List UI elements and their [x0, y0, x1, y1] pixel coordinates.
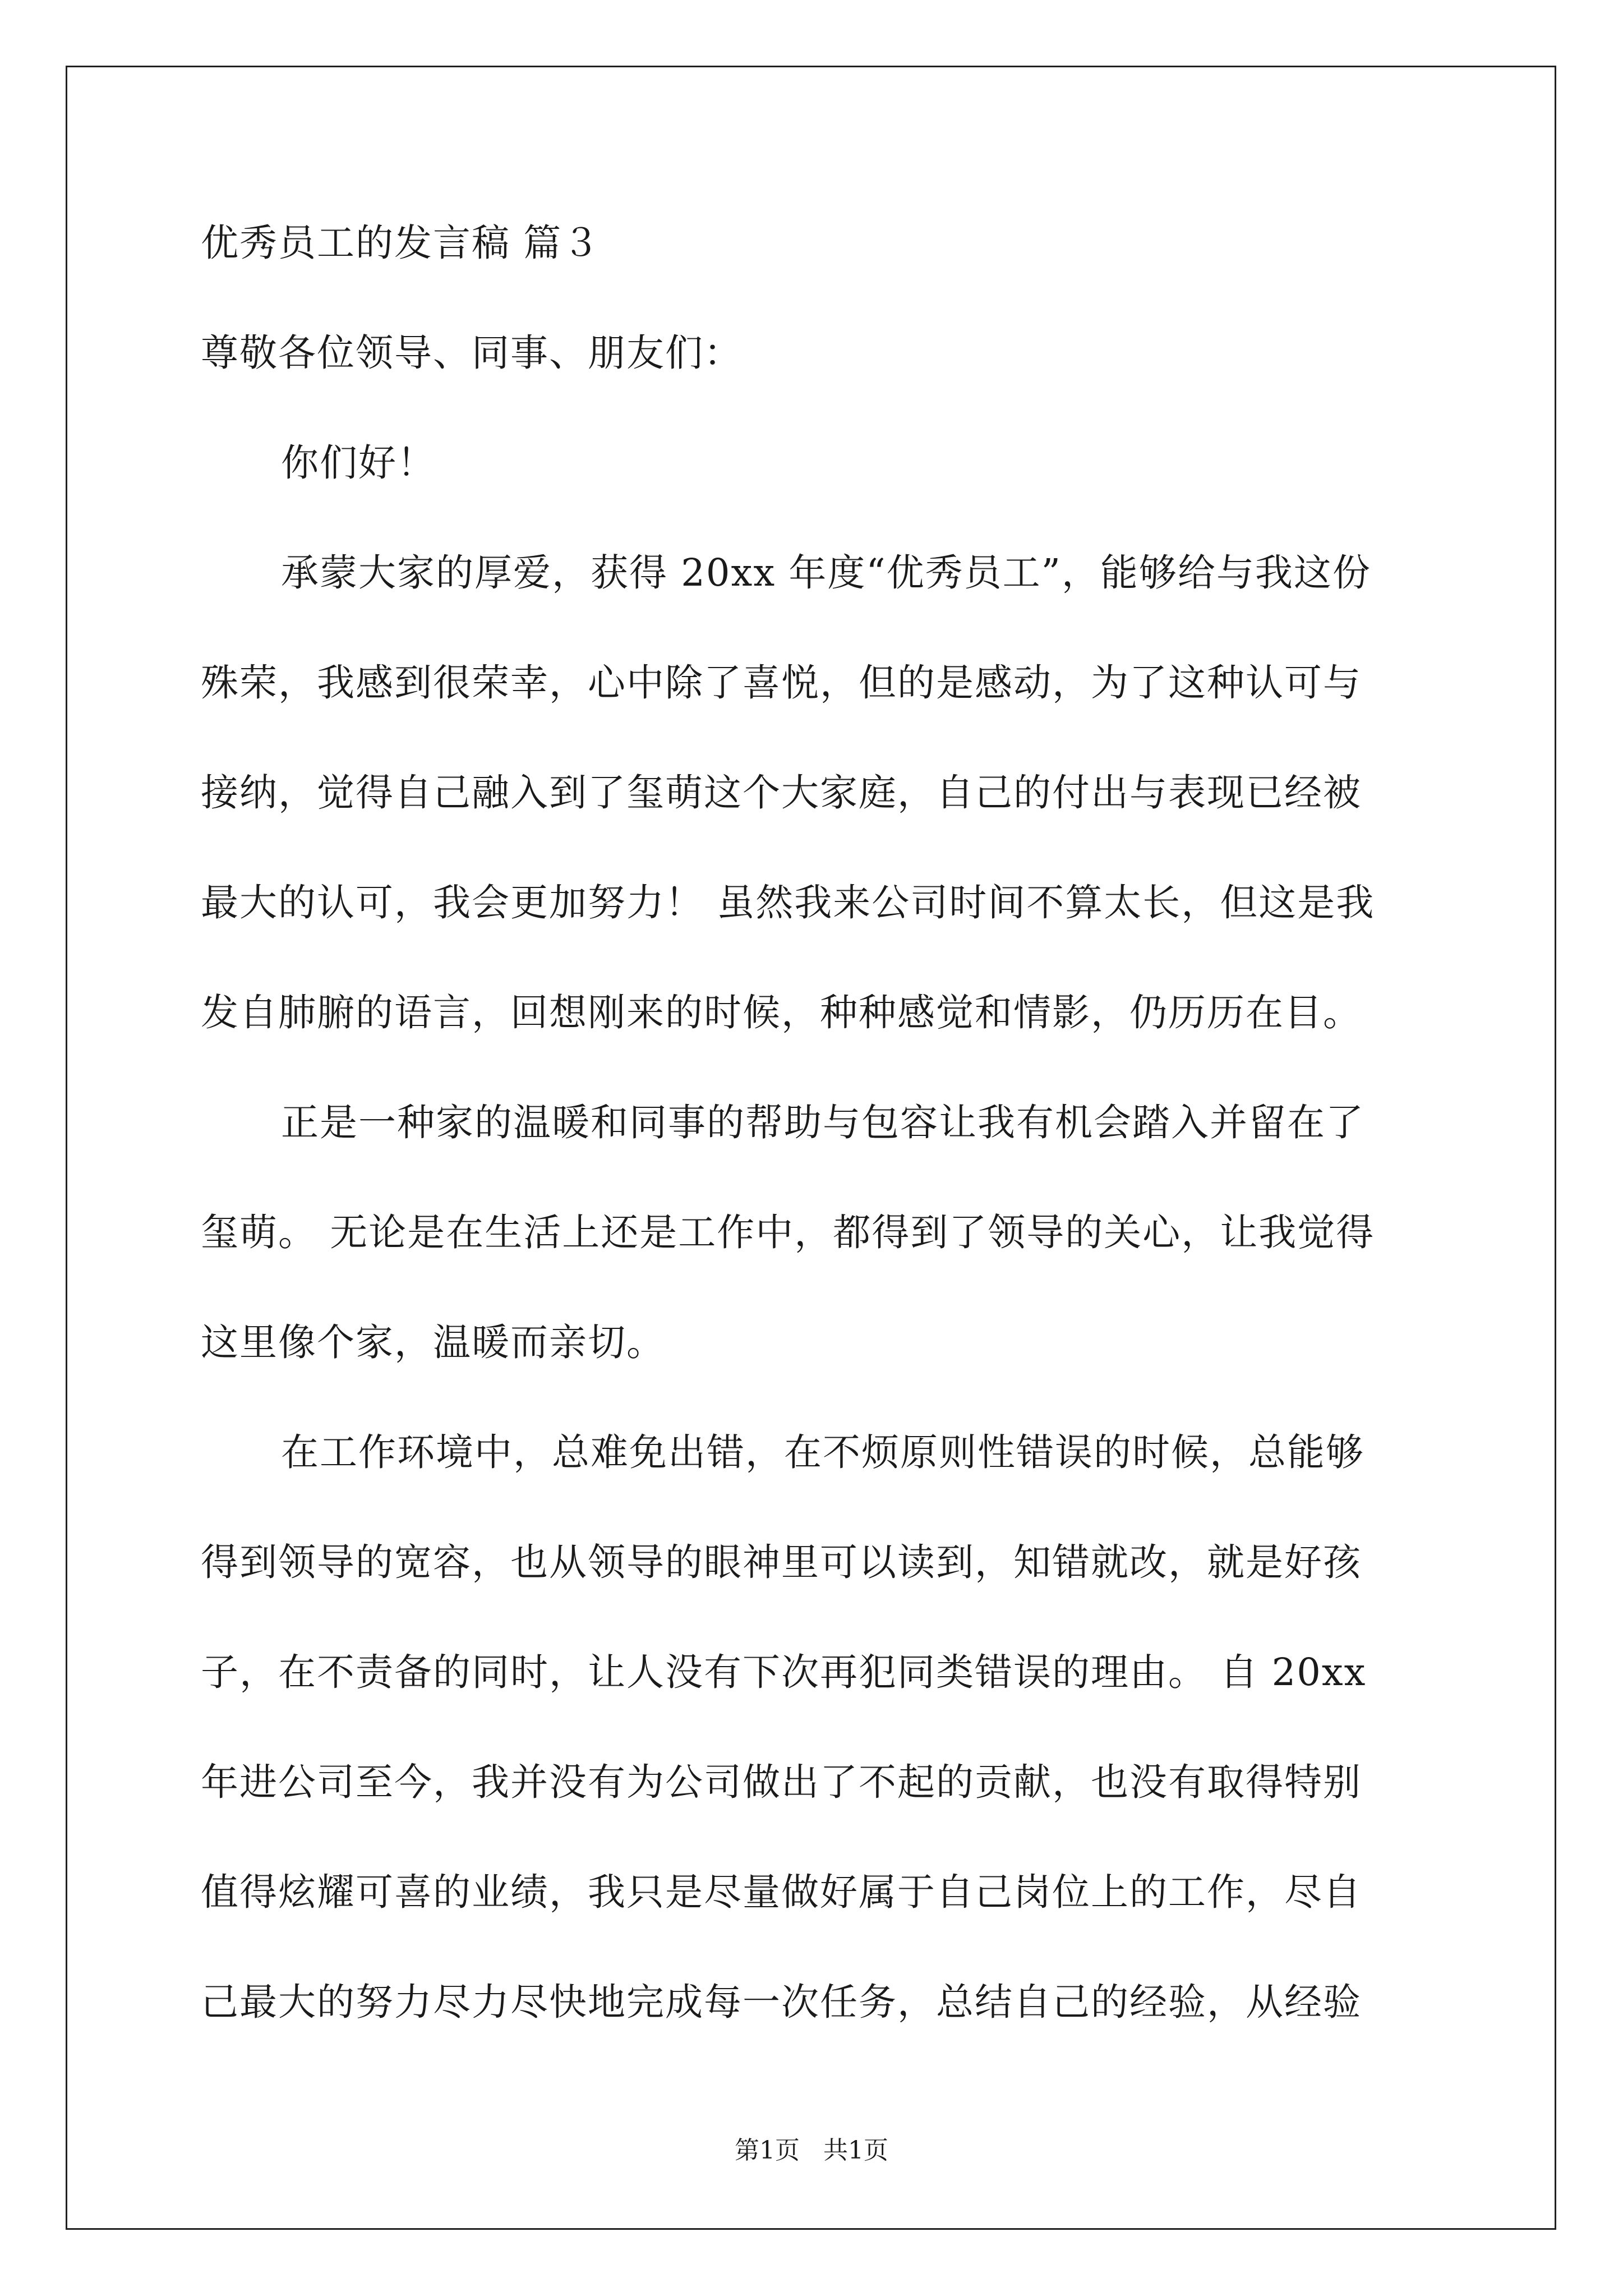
salutation: 尊敬各位领导、同事、朋友们：	[201, 331, 743, 375]
paragraph-3-line-2: 得到领导的宽容，也从领导的眼神里可以读到，知错就改，就是好孩	[201, 1540, 1362, 1584]
paragraph-1-line-1: 承蒙大家的厚爱，获得 20xx 年度“优秀员工”，能够给与我这份	[281, 551, 1371, 595]
page-footer: 第1页 共1页	[735, 2136, 888, 2165]
greeting: 你们好！	[281, 441, 436, 485]
paragraph-1-line-5: 发自肺腑的语言，回想刚来的时候，种种感觉和情影，仍历历在目。	[201, 991, 1362, 1034]
paragraph-3-line-4: 年进公司至今，我并没有为公司做出了不起的贡献，也没有取得特别	[201, 1760, 1362, 1804]
paragraph-1-line-3: 接纳，觉得自己融入到了玺萌这个大家庭，自己的付出与表现已经被	[201, 771, 1362, 815]
paragraph-3-line-3: 子，在不责备的同时，让人没有下次再犯同类错误的理由。 自 20xx	[201, 1650, 1367, 1694]
paragraph-2-line-3: 这里像个家，温暖而亲切。	[201, 1320, 665, 1364]
paragraph-3-line-1: 在工作环境中，总难免出错，在不烦原则性错误的时候，总能够	[281, 1430, 1364, 1474]
paragraph-3-line-5: 值得炫耀可喜的业绩，我只是尽量做好属于自己岗位上的工作，尽自	[201, 1870, 1362, 1914]
paragraph-2-line-1: 正是一种家的温暖和同事的帮助与包容让我有机会踏入并留在了	[281, 1101, 1364, 1144]
paragraph-2-line-2: 玺萌。 无论是在生活上还是工作中，都得到了领导的关心，让我觉得	[201, 1211, 1375, 1254]
paragraph-1-line-2: 殊荣，我感到很荣幸，心中除了喜悦，但的是感动，为了这种认可与	[201, 661, 1362, 705]
paragraph-1-line-4: 最大的认可，我会更加努力！ 虽然我来公司时间不算太长，但这是我	[201, 881, 1375, 924]
document-title: 优秀员工的发言稿 篇３	[201, 221, 601, 265]
paragraph-3-line-6: 己最大的努力尽力尽快地完成每一次任务，总结自己的经验，从经验	[201, 1980, 1362, 2024]
